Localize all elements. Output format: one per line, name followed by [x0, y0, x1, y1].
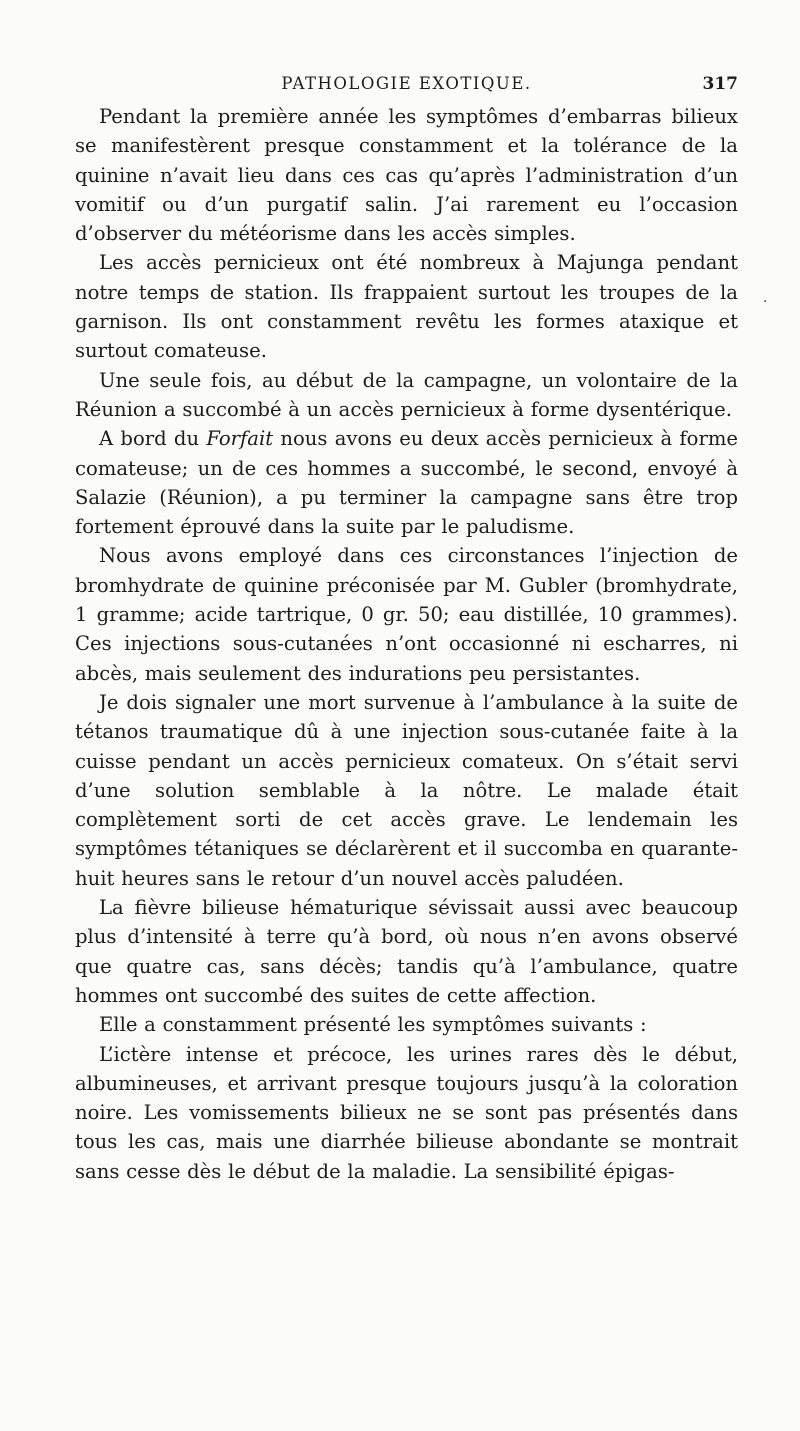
paragraph — [75, 688, 738, 893]
paragraph-text: Une seule fois, au début de la campagne, un volontaire de la Réunion a succombé à un accès pernicieux à forme dysentérique. — [75, 368, 738, 421]
paragraph-text: Pendant la première année les symptômes d’embarras bilieux se manifestèrent presque constamment et la tolérance de la quinine n’avait lieu dans ces cas qu’après l’administration d’un vomitif ou d’un purgatif salin. J’ai rarement eu l’occasion d’observer du météorisme dans les accès simples. — [75, 105, 738, 246]
margin-mark: · — [763, 294, 768, 310]
paragraph-text: Je dois signaler une mort survenue à l’ambulance à la suite de tétanos traumatique dû à une injection sous-cutanée faite à la cuisse pendant un accès pernicieux comateux. On s’était servi d’une solution semblable à la nôtre. Le malade était complètement sorti de cet accès grave. Le lendemain les symptômes tétaniques se déclarèrent et il succomba en quarante-huit heures sans le retour d’un nouvel accès paludéen. — [75, 690, 738, 890]
paragraph — [75, 366, 738, 425]
paragraph — [75, 424, 738, 541]
page-number: 317 — [702, 74, 738, 94]
paragraph-text: nous avons eu deux accès pernicieux à forme comateuse; un de ces hommes a succombé, le second, envoyé à Salazie (Réunion), a pu terminer la campagne sans être trop fortement éprouvé dans la suite par le paludisme. — [75, 427, 739, 539]
paragraph — [75, 102, 738, 248]
running-title: PATHOLOGIE EXOTIQUE. — [281, 74, 532, 93]
paragraph — [75, 1040, 738, 1186]
paragraph-text: A bord du — [99, 427, 207, 451]
paragraph-text: Nous avons employé dans ces circonstances l’injection de bromhydrate de quinine préconisée par M. Gubler (bromhydrate, 1 gramme; acide tartrique, 0 gr. 50; eau distillée, 10 grammes). Ces injections sous-cutanées n’ont occasionné ni escharres, ni abcès, mais seulement des indurations peu persistantes. — [75, 544, 738, 685]
paragraph-text: Les accès pernicieux ont été nombreux à Majunga pendant notre temps de station. Ils frappaient surtout les troupes de la garnison. Ils ont constamment revêtu les formes ataxique et surtout comateuse. — [75, 251, 738, 363]
paragraph — [75, 893, 738, 1010]
paragraph — [75, 541, 738, 687]
paragraph — [75, 248, 738, 365]
page-header — [75, 74, 738, 98]
paragraph — [75, 1010, 738, 1039]
paragraph-text: La fièvre bilieuse hématurique sévissait aussi avec beaucoup plus d’intensité à terre qu’à bord, où nous n’en avons observé que quatre cas, sans décès; tandis qu’à l’ambulance, quatre hommes ont succombé des suites de cette affection. — [75, 896, 738, 1007]
paragraph-text: L’ictère intense et précoce, les urines rares dès le début, albumineuses, et arrivant presque toujours jusqu’à la coloration noire. Les vomissements bilieux ne se sont pas présentés dans tous les cas, mais une diarrhée bilieuse abondante se montrait sans cesse dès le début de la maladie. La sensibilité épigas- — [75, 1042, 738, 1183]
paragraph-text: Elle a constamment présenté les symptômes suivants : — [99, 1013, 647, 1037]
body-text — [75, 102, 738, 1186]
ship-name: Forfait — [206, 427, 274, 451]
